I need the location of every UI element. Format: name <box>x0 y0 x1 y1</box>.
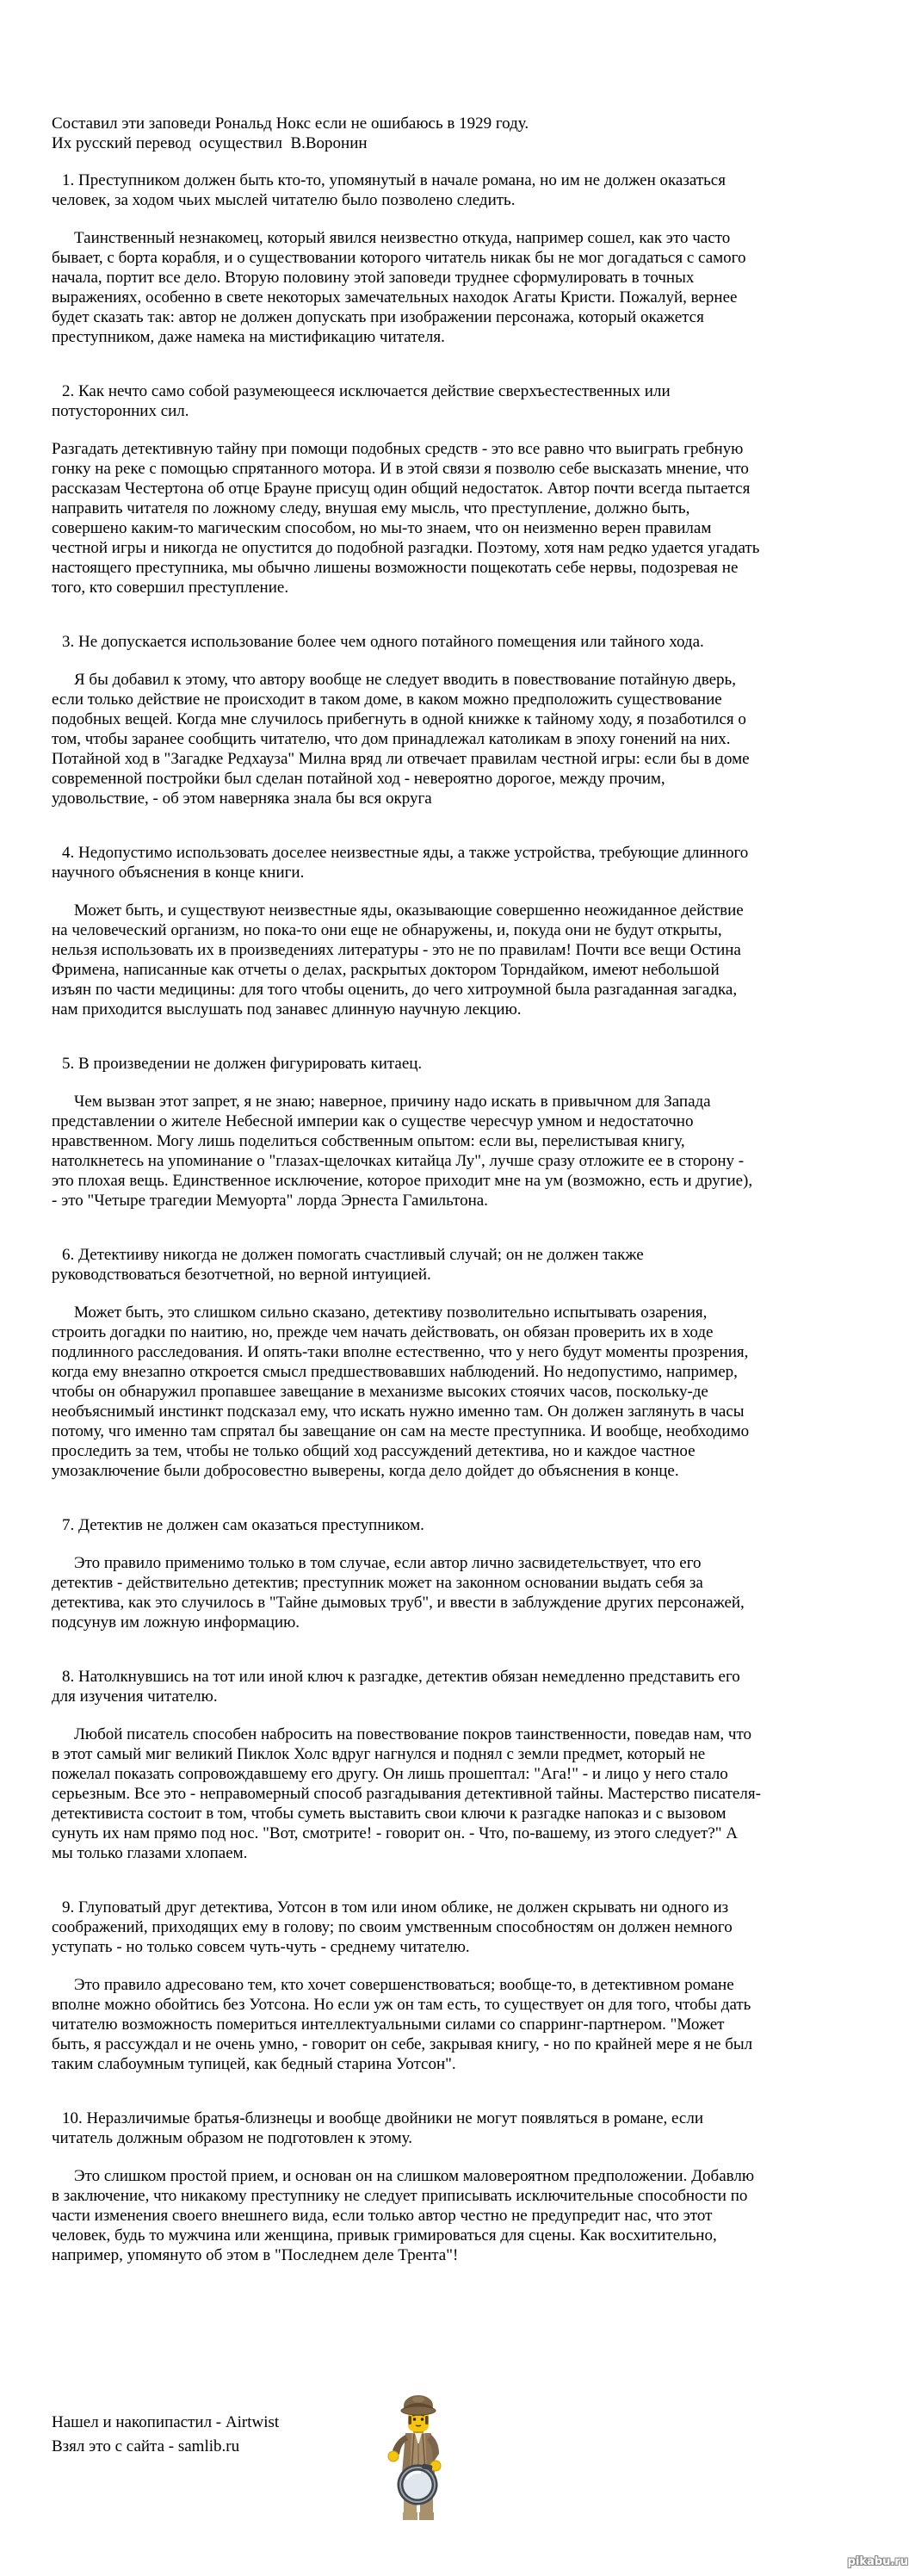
rule-4-comment: Может быть, и существуют неизвестные яды, оказывающие совершенно неожиданное действие на человеческий организм, но пока-то они еще не обнаружены, и, покуда они не будут открыты, нельзя использовать их в произведениях литературы - это не по правилам! Почти все вещи Остина Фримена, написанные как отчеты о делах, раскрытых доктором Торндайком, имеют небольшой изъян по части медицины: для того чтобы оценить, до чего хитроумной была разгаданная загадка, нам приходится выслушать под занавес длинную научную лекцию. <box>52 901 748 1019</box>
rule-5: 5. В произведении не должен фигурировать китаец. <box>62 1055 423 1073</box>
rule-10: 10. Неразличимые братья-близнецы и вообще двойники не могут появляться в романе, если читатель должным образом не подготовлен к этому. <box>52 2109 708 2147</box>
rule-8-comment: Любой писатель способен набросить на повествование покров таинственности, поведав нам, что в этот самый миг великий Пиклок Холс вдруг нагнулся и поднял с земли предмет, который не пожелал показать сопровождавшему его другу. Он лишь прошептал: "Ага!" - и лицо у него стало серьезным. Все это - неправомерный способ разгадывания детективной тайны. Мастерство писателя-детективиста состоит в том, чтобы суметь выставить свои ключи к разгадке напоказ и с вызовом сунуть их нам прямо под нос. "Вот, смотрите! - говорит он. - Что, по-вашему, из этого следует?" А мы только глазами хлопаем. <box>52 1725 761 1862</box>
rule-1-comment: Таинственный незнакомец, который явился неизвестно откуда, например сошел, как это часто бывает, с борта корабля, и о существовании которого читатель никак бы не мог догадаться с самого начала, портит все дело. Вторую половину этой заповеди труднее сформулировать в точных выражениях, особенно в свете некоторых замечательных находок Агаты Кристи. Пожалуй, вернее будет сказать так: автор не должен допускать при изображении персонажа, который окажется преступником, даже намека на мистификацию читателя. <box>52 229 751 346</box>
rule-3-comment: Я бы добавил к этому, что автору вообще не следует вводить в повествование потайную дверь, если только действие не происходит в таком доме, в каком можно предположить существование подобных вещей. Когда мне случилось прибегнуть в одной книжке к тайному ходу, я позаботился о том, чтобы заранее сообщить читателю, что дом принадлежал католикам в эпоху гонений на них. Потайной ход в "Загадке Редхауза" Милна вряд ли отвечает правилам честной игры: если бы в доме современной постройки был сделан потайной ход - невероятно дорогое, между прочим, удовольствие, - об этом наверняка знала бы вся округа <box>52 671 754 808</box>
rule-9-comment: Это правило адресовано тем, кто хочет совершенствоваться; вообще-то, в детективном романе вполне можно обойтись без Уотсона. Но если уж он там есть, то существует он для того, чтобы дать читателю возможность помериться интеллектуальными силами со спарринг-партнером. "Может быть, я рассуждал и не очень умно, - говорит он себе, закрывая книгу, - но по крайней мере я не был таким слабоумным тупицей, как бедный старина Уотсон". <box>52 1976 757 2073</box>
rule-5-comment: Чем вызван этот запрет, я не знаю; наверное, причину надо искать в привычном для Запада представлении о жителе Небесной империи как о существе чересчур умном и недостаточно нравственном. Могу лишь поделиться собственным опытом: если вы, перелистывая книгу, натолкнетесь на упоминание о "глазах-щелочках китайца Лу", лучше сразу отложите ее в сторону - это плохая вещь. Единственное исключение, которое приходит мне на ум (возможно, есть и другие), - это "Четыре трагедии Мемуорта" лорда Эрнеста Гамильтона. <box>52 1093 757 1210</box>
rule-7: 7. Детектив не должен сам оказаться преступником. <box>62 1516 424 1534</box>
footer-credit-line: Нашел и накопипастил - Airtwist <box>52 2413 280 2431</box>
deerstalker-hat-icon <box>401 2395 436 2416</box>
document-body <box>52 114 764 2265</box>
rule-6: 6. Детектииву никогда не должен помогать счастливый случай; он не должен также руководствоваться безотчетной, но верной интуицией. <box>52 1246 648 1284</box>
rule-2: 2. Как нечто само собой разумеющееся исключается действие сверхъестественных или потусторонних сил. <box>52 382 675 420</box>
rule-6-comment: Может быть, это слишком сильно сказано, детективу позволительно испытывать озарения, строить догадки по наитию, но, прежде чем начать действовать, он обязан проверить их в ходе подлинного расследования. И опять-таки вполне естественно, что у него будут моменты прозрения, когда ему внезапно откроется смысл предшествовавших наблюдений. Но недопустимо, например, чтобы он обнаружил пропавшее завещание в механизме высоких стоячих часов, поскольку-де необъяснимый инстинкт подсказал ему, что искать нужно именно там. Он должен заглянуть в часы потому, чго именно там спрятал бы завещание он сам на месте преступника. И вообще, необходимо проследить за тем, чтобы не только общий ход рассуждений детектива, но и каждое частное умозаключение были добросовестно выверены, когда дело дойдет до объяснения в конце. <box>52 1303 753 1480</box>
rule-1: 1. Преступником должен быть кто-то, упомянутый в начале романа, но им не должен оказаться человек, за ходом чьих мыслей читателю было позволено следить. <box>52 171 730 209</box>
lego-detective-minifigure-image <box>382 2392 456 2528</box>
intro-line-author: Составил эти заповеди Рональд Нокс если не ошибаюсь в 1929 году. <box>52 115 529 133</box>
rule-3: 3. Не допускается использование более чем одного потайного помещения или тайного хода. <box>62 633 704 651</box>
footer-credits <box>52 2411 279 2459</box>
rule-7-comment: Это правило применимо только в том случае, если автор лично засвидетельствует, что его детектив - действительно детектив; преступник может на законном основании выдать себя за детектива, как это случилось в "Тайне дымовых труб", и ввести в заблуждение других персонажей, подсунув им ложную информацию. <box>52 1554 749 1632</box>
rule-9: 9. Глуповатый друг детектива, Уотсон в том или ином облике, не должен скрывать ни одного из соображений, приходящих ему в голову; по своим умственным способностям он должен немного уступать - но только совсем чуть-чуть - среднему читателю. <box>52 1898 737 1956</box>
pikabu-watermark: pikabu.ru <box>847 2555 908 2568</box>
intro-line-translator: Их русский перевод осуществил В.Воронин <box>52 134 368 152</box>
footer-source-line: Взял это с сайта - samlib.ru <box>52 2437 240 2455</box>
rule-2-comment: Разгадать детективную тайну при помощи подобных средств - это все равно что выиграть гребную гонку на реке с помощью спрятанного мотора. И в этой связи я позволю себе высказать мнение, что рассказам Честертона об отце Брауне присущ один общий недостаток. Автор почти всегда пытается направить читателя по ложному следу, внушая ему мысль, что преступление, должно быть, совершено каким-то магическим способом, но мы-то знаем, что он неизменно верен правилам честной игры и никогда не опустится до подобной разгадки. Поэтому, хотя нам редко удается угадать настоящего преступника, мы обычно лишены возможности пощекотать себе нервы, подозревая не того, кто совершил преступление. <box>52 440 764 597</box>
rule-4: 4. Недопустимо использовать доселее неизвестные яды, а также устройства, требующие длинного научного объяснения в конце книги. <box>52 844 753 882</box>
rule-8: 8. Натолкнувшись на тот или иной ключ к разгадке, детектив обязан немедленно представить его для изучения читателю. <box>52 1668 745 1706</box>
rule-10-comment: Это слишком простой прием, и основан он на слишком маловероятном предположении. Добавлю в заключение, что никакому преступнику не следует приписывать исключительные способности по части изменения своего внешнего вида, если только автор честно не предупредит нас, что этот человек, будь то мужчина или женщина, привык гримироваться для сцены. Как восхитительно, например, упомянуто об этом в "Последнем деле Трента"! <box>52 2167 758 2264</box>
